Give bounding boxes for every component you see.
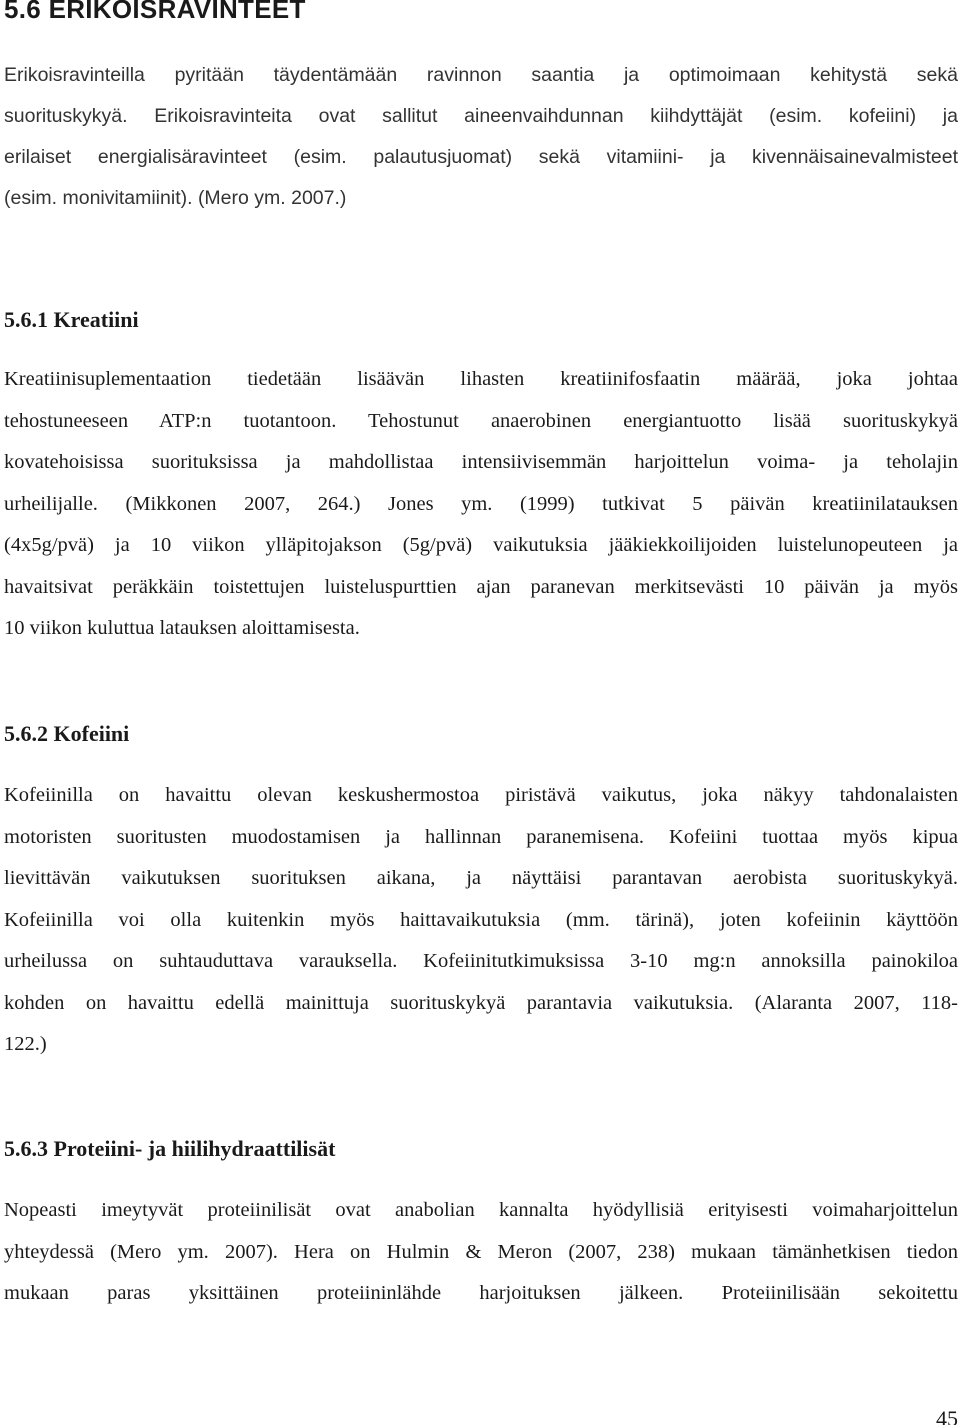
paragraph-line: Kreatiinisuplementaation tiedetään lisäävän lihasten kreatiinifosfaatin määrää, joka johtaa: [4, 368, 958, 390]
paragraph-line: erilaiset energialisäravinteet (esim. palautusjuomat) sekä vitamiini- ja kivennäisainevalmisteet: [4, 146, 958, 168]
paragraph-line: kohden on havaittu edellä mainittuja suorituskykyä parantavia vaikutuksia. (Alaranta 2007, 118-: [4, 991, 958, 1014]
paragraph-line: Nopeasti imeytyvät proteiinilisät ovat anabolian kannalta hyödyllisiä erityisesti voimaharjoittelun: [4, 1199, 958, 1221]
kofeiini-paragraph: [4, 775, 958, 1066]
paragraph-line: kovatehoisissa suorituksissa ja mahdollistaa intensiivisemmän harjoittelun voima- ja teholajin: [4, 451, 958, 473]
paragraph-line: 10 viikon kuluttua latauksen aloittamisesta.: [4, 617, 360, 639]
intro-paragraph: [4, 55, 958, 219]
paragraph-line: suorituskykyä. Erikoisravinteita ovat sallitut aineenvaihdunnan kiihdyttäjät (esim. kofeiini) ja: [4, 105, 958, 127]
subsection-heading-kofeiini: 5.6.2 Kofeiini: [4, 721, 130, 746]
paragraph-line: Erikoisravinteilla pyritään täydentämään ravinnon saantia ja optimoimaan kehitystä sekä: [4, 64, 958, 86]
paragraph-line: lievittävän vaikutuksen suorituksen aikana, ja näyttäisi parantavan aerobista suorituskykyä.: [4, 867, 958, 889]
paragraph-line: mukaan paras yksittäinen proteiininlähde harjoituksen jälkeen. Proteiinilisään sekoitettu: [4, 1282, 958, 1304]
section-heading: 5.6 ERIKOISRAVINTEET: [4, 0, 306, 24]
proteiini-paragraph: [4, 1190, 958, 1315]
paragraph-line: tehostuneeseen ATP:n tuotantoon. Tehostunut anaerobinen energiantuotto lisää suorituskykyä: [4, 409, 958, 432]
subsection-heading-proteiini: 5.6.3 Proteiini- ja hiilihydraattilisät: [4, 1136, 336, 1161]
page-number: 45: [936, 1408, 958, 1425]
subsection-heading-kreatiini: 5.6.1 Kreatiini: [4, 307, 139, 332]
paragraph-line: havaitsivat peräkkäin toistettujen luisteluspurttien ajan paranevan merkitsevästi 10 päivän ja myös: [4, 575, 958, 598]
paragraph-line: 122.): [4, 1033, 47, 1055]
paragraph-line: urheilussa on suhtauduttava varauksella. Kofeiinitutkimuksissa 3-10 mg:n annoksilla painokiloa: [4, 950, 958, 972]
paragraph-line: Kofeiinilla voi olla kuitenkin myös haittavaikutuksia (mm. tärinä), joten kofeiinin käyttöön: [4, 908, 958, 931]
paragraph-line: motoristen suoritusten muodostamisen ja hallinnan paranemisena. Kofeiini tuottaa myös kipua: [4, 825, 958, 848]
paragraph-line: yhteydessä (Mero ym. 2007). Hera on Hulmin & Meron (2007, 238) mukaan tämänhetkisen tiedon: [4, 1240, 958, 1263]
paragraph-line: (4x5g/pvä) ja 10 viikon ylläpitojakson (5g/pvä) vaikutuksia jääkiekkoilijoiden luistelunopeuteen ja: [4, 534, 958, 556]
kreatiini-paragraph: [4, 359, 958, 650]
paragraph-line: urheilijalle. (Mikkonen 2007, 264.) Jones ym. (1999) tutkivat 5 päivän kreatiinilatauksen: [4, 492, 958, 515]
paragraph-line: Kofeiinilla on havaittu olevan keskushermostoa piristävä vaikutus, joka näkyy tahdonalaisten: [4, 784, 958, 806]
paragraph-line: (esim. monivitamiinit). (Mero ym. 2007.): [4, 187, 347, 209]
